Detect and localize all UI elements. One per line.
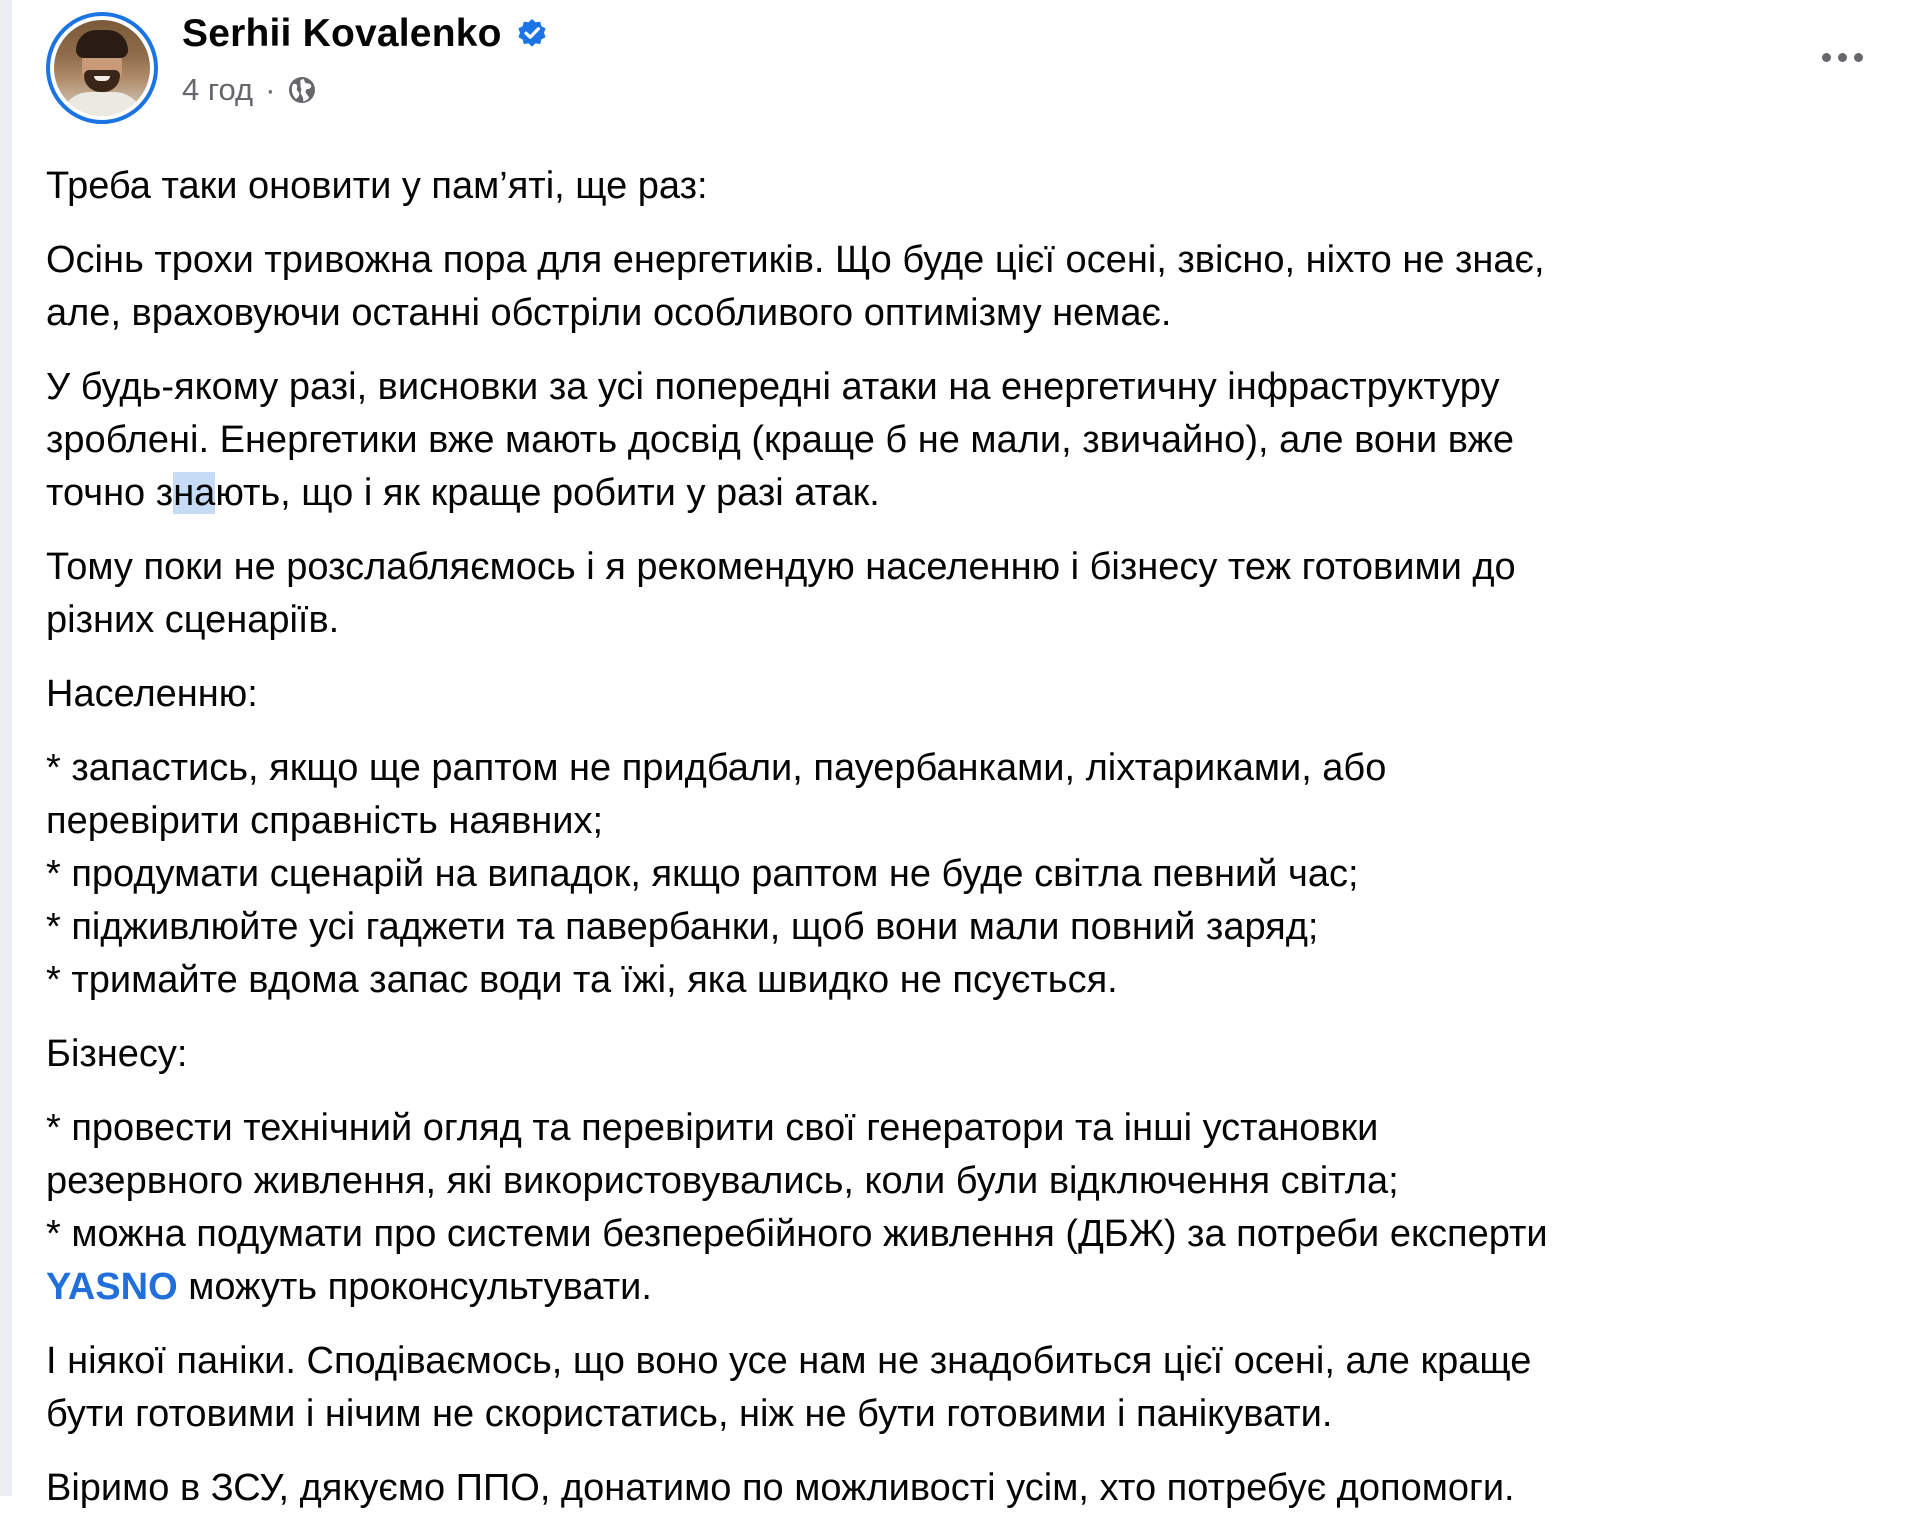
post-line: І ніякої паніки. Сподіваємось, що воно усе нам не знадобиться цієї осені, але краще (46, 1340, 1532, 1382)
post-paragraph: Віримо в ЗСУ, дякуємо ППО, донатимо по можливості усім, хто потребує допомоги. (46, 1467, 1515, 1509)
section-heading-business: Бізнесу: (46, 1033, 188, 1075)
list-item: * провести технічний огляд та перевірити свої генератори та інші установки (46, 1107, 1379, 1149)
post-line: Тому поки не розслабляємось і я рекомендую населенню і бізнесу теж готовими до (46, 546, 1516, 588)
text-selection: на (173, 472, 216, 514)
list-item-continuation: перевірити справність наявних; (46, 800, 604, 842)
post-header (46, 0, 1886, 140)
yasno-page-link[interactable]: YASNO (46, 1266, 178, 1308)
more-options-icon[interactable] (1812, 42, 1872, 72)
meta-separator: · (265, 72, 276, 107)
section-heading-population: Населенню: (46, 673, 258, 715)
post-paragraph (46, 361, 1886, 520)
post-list (46, 1102, 1886, 1314)
verified-badge-icon (516, 18, 548, 50)
list-item: * запастись, якщо ще раптом не придбали, пауербанками, ліхтариками, або (46, 747, 1387, 789)
post-list (46, 742, 1886, 1007)
list-item: * можна подумати про системи безперебійного живлення (ДБЖ) за потреби експерти (46, 1213, 1548, 1255)
post-paragraph (46, 234, 1886, 340)
post-line: різних сценаріїв. (46, 599, 340, 641)
post-meta (182, 72, 317, 108)
post-body (46, 160, 1886, 1515)
list-item: * тримайте вдома запас води та їжі, яка швидко не псується. (46, 959, 1118, 1001)
feed-background-edge (0, 0, 12, 1496)
author-avatar[interactable] (46, 12, 158, 124)
post-paragraph (46, 541, 1886, 647)
post-line-fragment: ють, що і як краще робити у разі атак. (215, 472, 880, 514)
post-line: Осінь трохи тривожна пора для енергетиків. Що буде цієї осені, звісно, ніхто не знає, (46, 239, 1545, 281)
list-item-continuation: резервного живлення, які використовувались, коли були відключення світла; (46, 1160, 1399, 1202)
post-line: У будь-якому разі, висновки за усі попередні атаки на енергетичну інфраструктуру (46, 366, 1500, 408)
author-name[interactable]: Serhii Kovalenko (182, 12, 502, 55)
post-line-fragment: точно з (46, 472, 174, 514)
post-line: зроблені. Енергетики вже мають досвід (краще б не мали, звичайно), але вони вже (46, 419, 1515, 461)
post-line: але, враховуючи останні обстріли особливого оптимізму немає. (46, 292, 1172, 334)
post-line: бути готовими і нічим не скористатись, ніж не бути готовими і панікувати. (46, 1393, 1333, 1435)
post-timestamp[interactable]: 4 год (182, 72, 254, 107)
list-item-continuation: можуть проконсультувати. (177, 1266, 652, 1308)
list-item: * підживлюйте усі гаджети та павербанки, щоб вони мали повний заряд; (46, 906, 1319, 948)
avatar-photo (54, 20, 150, 116)
facebook-post (46, 0, 1886, 1515)
author-row (182, 12, 548, 56)
post-paragraph: Треба таки оновити у пам’яті, ще раз: (46, 165, 708, 207)
globe-icon[interactable] (287, 75, 317, 105)
list-item: * продумати сценарій на випадок, якщо раптом не буде світла певний час; (46, 853, 1359, 895)
post-paragraph (46, 1335, 1886, 1441)
